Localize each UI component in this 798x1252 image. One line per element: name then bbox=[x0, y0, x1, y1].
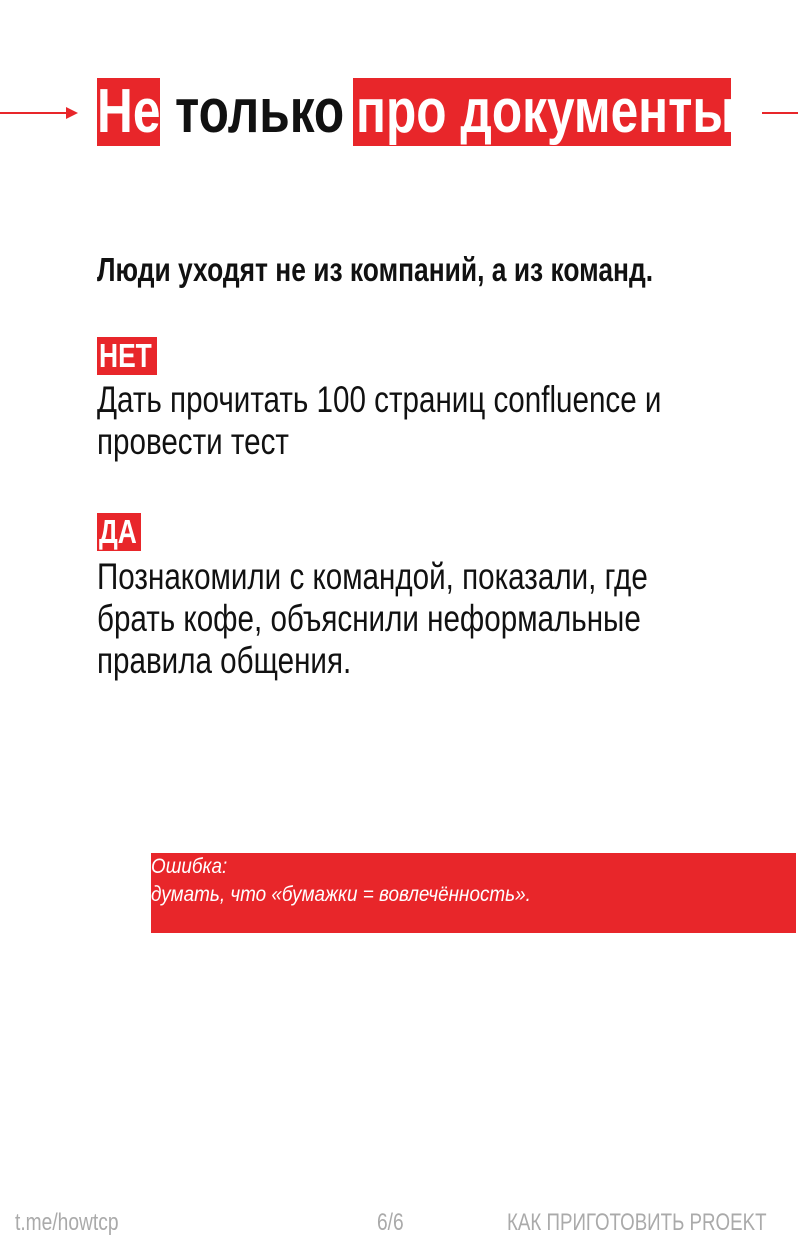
error-callout bbox=[151, 853, 796, 933]
error-title: Ошибка: bbox=[151, 855, 228, 878]
lead-line: Люди уходят не из компаний, а из команд. bbox=[97, 251, 654, 288]
title-part-1: Не bbox=[97, 77, 161, 146]
footer-link[interactable] bbox=[15, 1208, 144, 1238]
no-label-text: НЕТ bbox=[99, 337, 152, 374]
left-arrow-line bbox=[0, 112, 70, 114]
title-part-3: про документы bbox=[356, 77, 735, 146]
page-counter bbox=[377, 1208, 410, 1238]
page-counter-text: 6/6 bbox=[377, 1209, 404, 1236]
yes-label-text: ДА bbox=[99, 513, 137, 550]
error-text: думать, что «бумажки = вовлечённость». bbox=[151, 883, 531, 906]
yes-line: брать кофе, объяснили неформальные bbox=[97, 598, 641, 639]
no-line: провести тест bbox=[97, 421, 289, 462]
right-decor-line bbox=[762, 112, 798, 114]
yes-text bbox=[97, 556, 786, 682]
yes-line: Познакомили с командой, показали, где bbox=[97, 556, 648, 597]
title-highlight-1 bbox=[97, 78, 160, 146]
arrow-right-icon bbox=[66, 107, 78, 119]
no-line: Дать прочитать 100 страниц confluence и bbox=[97, 379, 662, 420]
yes-line: правила общения. bbox=[97, 640, 352, 681]
no-label bbox=[97, 337, 157, 375]
title-part-2: только bbox=[175, 77, 345, 146]
yes-label bbox=[97, 513, 141, 551]
title-highlight-2 bbox=[353, 77, 735, 146]
footer-brand bbox=[507, 1208, 798, 1238]
footer-brand-text: КАК ПРИГОТОВИТЬ PROEKT bbox=[507, 1209, 767, 1236]
no-text bbox=[97, 379, 798, 463]
footer-link-text[interactable]: t.me/howtcp bbox=[15, 1209, 119, 1236]
lead-text bbox=[97, 250, 792, 290]
